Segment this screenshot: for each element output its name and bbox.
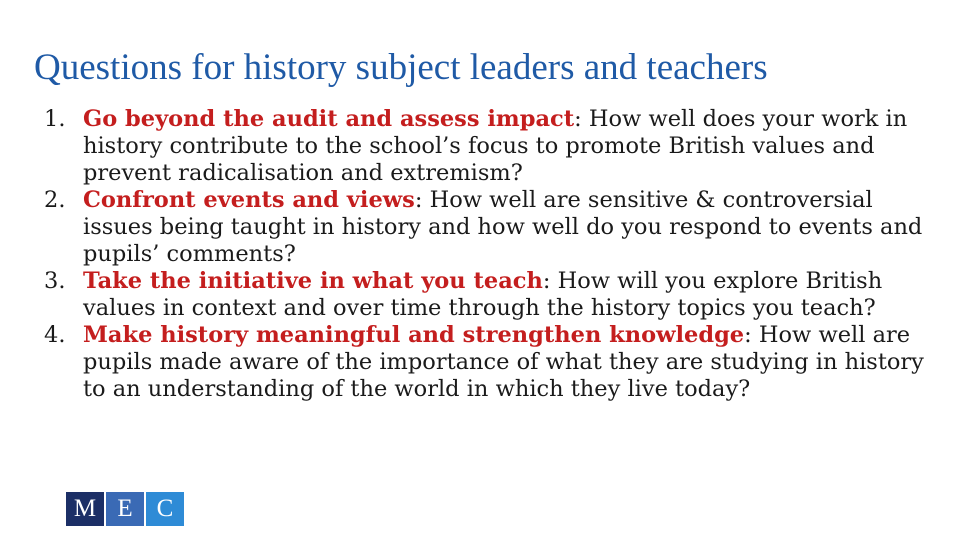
question-item [44, 106, 934, 187]
logo-letter-m: M [66, 492, 104, 526]
question-number: 4. [44, 322, 66, 348]
question-number: 3. [44, 268, 66, 294]
question-heading: Confront events and views [83, 187, 415, 213]
question-separator: : [744, 322, 752, 348]
question-separator: : [542, 268, 551, 294]
logo-letter-e: E [106, 492, 144, 526]
question-number: 2. [44, 187, 66, 213]
question-number: 1. [44, 106, 66, 132]
question-text: How well does your work in history contribute to the school’s focus to promote British values and prevent radicalisation and extremism? [83, 106, 908, 186]
mec-logo [66, 492, 184, 526]
question-item [44, 268, 934, 322]
question-heading: Make history meaningful and strengthen knowledge [83, 322, 745, 348]
question-item [44, 322, 934, 403]
question-item [44, 187, 934, 268]
question-heading: Go beyond the audit and assess impact [83, 106, 575, 132]
question-separator: : [414, 187, 423, 213]
question-text: How well are sensitive & controversial issues being taught in history and how well do you respond to events and pupils’ comments? [83, 187, 923, 267]
question-list [44, 106, 934, 403]
question-separator: : [574, 106, 582, 132]
logo-letter-c: C [146, 492, 184, 526]
question-heading: Take the initiative in what you teach [83, 268, 543, 294]
question-text: How will you explore British values in context and over time through the history topics you teach? [83, 268, 883, 321]
slide-title: Questions for history subject leaders and teachers [34, 47, 768, 88]
question-text: How well are pupils made aware of the importance of what they are studying in history to an understanding of the world in which they live today? [83, 322, 924, 402]
